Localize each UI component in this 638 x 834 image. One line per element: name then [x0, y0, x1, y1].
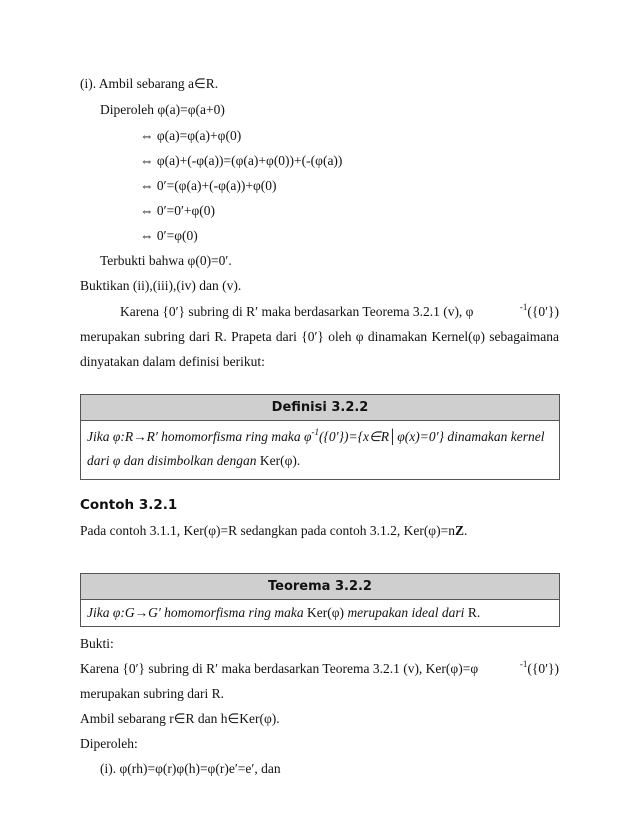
step-4: ⇔ 0′=0′+φ(0) [140, 203, 216, 218]
contoh-text-c: . [463, 523, 468, 538]
bukti-label: Bukti: [80, 636, 114, 651]
contoh-title: Contoh 3.2.1 [80, 497, 178, 513]
theorem-title: Teorema 3.2.2 [81, 574, 559, 600]
bukti-l1-sup: -1 [519, 658, 528, 669]
bukti-line1 [80, 658, 559, 677]
bukti-l1-main: Karena {0′} subring di R′ maka berdasarkan Teorema 3.2.1 (v), Ker(φ)=φ [80, 661, 479, 676]
bukti-line3: Ambil sebarang r∈R dan h∈Ker(φ). [80, 711, 280, 726]
definition-l1a: Jika φ:R→R′ homomorfisma ring maka φ [87, 429, 312, 444]
para1-line1-end: ({0′}) [527, 304, 559, 319]
prove-rest: Buktikan (ii),(iii),(iv) dan (v). [80, 278, 242, 293]
para1-line1-main: Karena {0′} subring di R′ maka berdasarkan Teorema 3.2.1 (v), φ [120, 304, 474, 319]
definition-l2b: Ker(φ) [259, 453, 297, 468]
definition-l1sup: -1 [311, 426, 319, 437]
step-3: ⇔ 0′=(φ(a)+(-φ(a))+φ(0) [140, 178, 277, 193]
contoh-text-a: Pada contoh 3.1.1, Ker(φ)=R sedangkan pada contoh 3.1.2, Ker(φ)=n [80, 523, 455, 538]
theorem-b: Ker(φ) [307, 605, 345, 620]
part-i-intro: (i). Ambil sebarang a∈R. [80, 76, 219, 91]
definition-body [81, 421, 559, 479]
definition-l2a: dari φ dan disimbolkan dengan [87, 453, 260, 468]
bukti-line5: (i). φ(rh)=φ(r)φ(h)=φ(r)e′=e′, dan [100, 761, 281, 776]
bukti-line4: Diperoleh: [80, 736, 138, 751]
contoh-text [80, 523, 467, 539]
theorem-e: . [476, 605, 481, 620]
step-5: ⇔ 0′=φ(0) [140, 228, 198, 243]
para1-line3: dinyatakan dalam definisi berikut: [80, 354, 265, 369]
theorem-d: R [467, 605, 477, 620]
para1-line1-sup: -1 [519, 301, 528, 312]
theorem-body [81, 600, 559, 626]
theorem-c: merupakan ideal dari [344, 605, 468, 620]
definition-title: Definisi 3.2.2 [81, 395, 559, 421]
bukti-l1-end: ({0′}) [527, 661, 559, 676]
para1-line1 [120, 301, 559, 320]
theorem-box [80, 573, 560, 627]
theorem-a: Jika φ:G→G′ homomorfisma ring maka [87, 605, 308, 620]
step-1: ⇔ φ(a)=φ(a)+φ(0) [140, 128, 242, 143]
part-i-diperoleh: Diperoleh φ(a)=φ(a+0) [100, 102, 225, 117]
definition-l2c: . [296, 453, 301, 468]
step-2: ⇔ φ(a)+(-φ(a))=(φ(a)+φ(0))+(-(φ(a)) [140, 153, 343, 168]
part-i-conclusion: Terbukti bahwa φ(0)=0′. [100, 253, 232, 268]
contoh-text-b: Z [454, 523, 464, 538]
definition-box [80, 394, 560, 480]
bukti-line2: merupakan subring dari R. [80, 686, 224, 701]
definition-l1b: ({0′})={x∈R│φ(x)=0′} dinamakan kernel [319, 429, 545, 444]
para1-line2: merupakan subring dari R. Prapeta dari {0′} oleh φ dinamakan Kernel(φ) sebagaimana [80, 329, 559, 344]
